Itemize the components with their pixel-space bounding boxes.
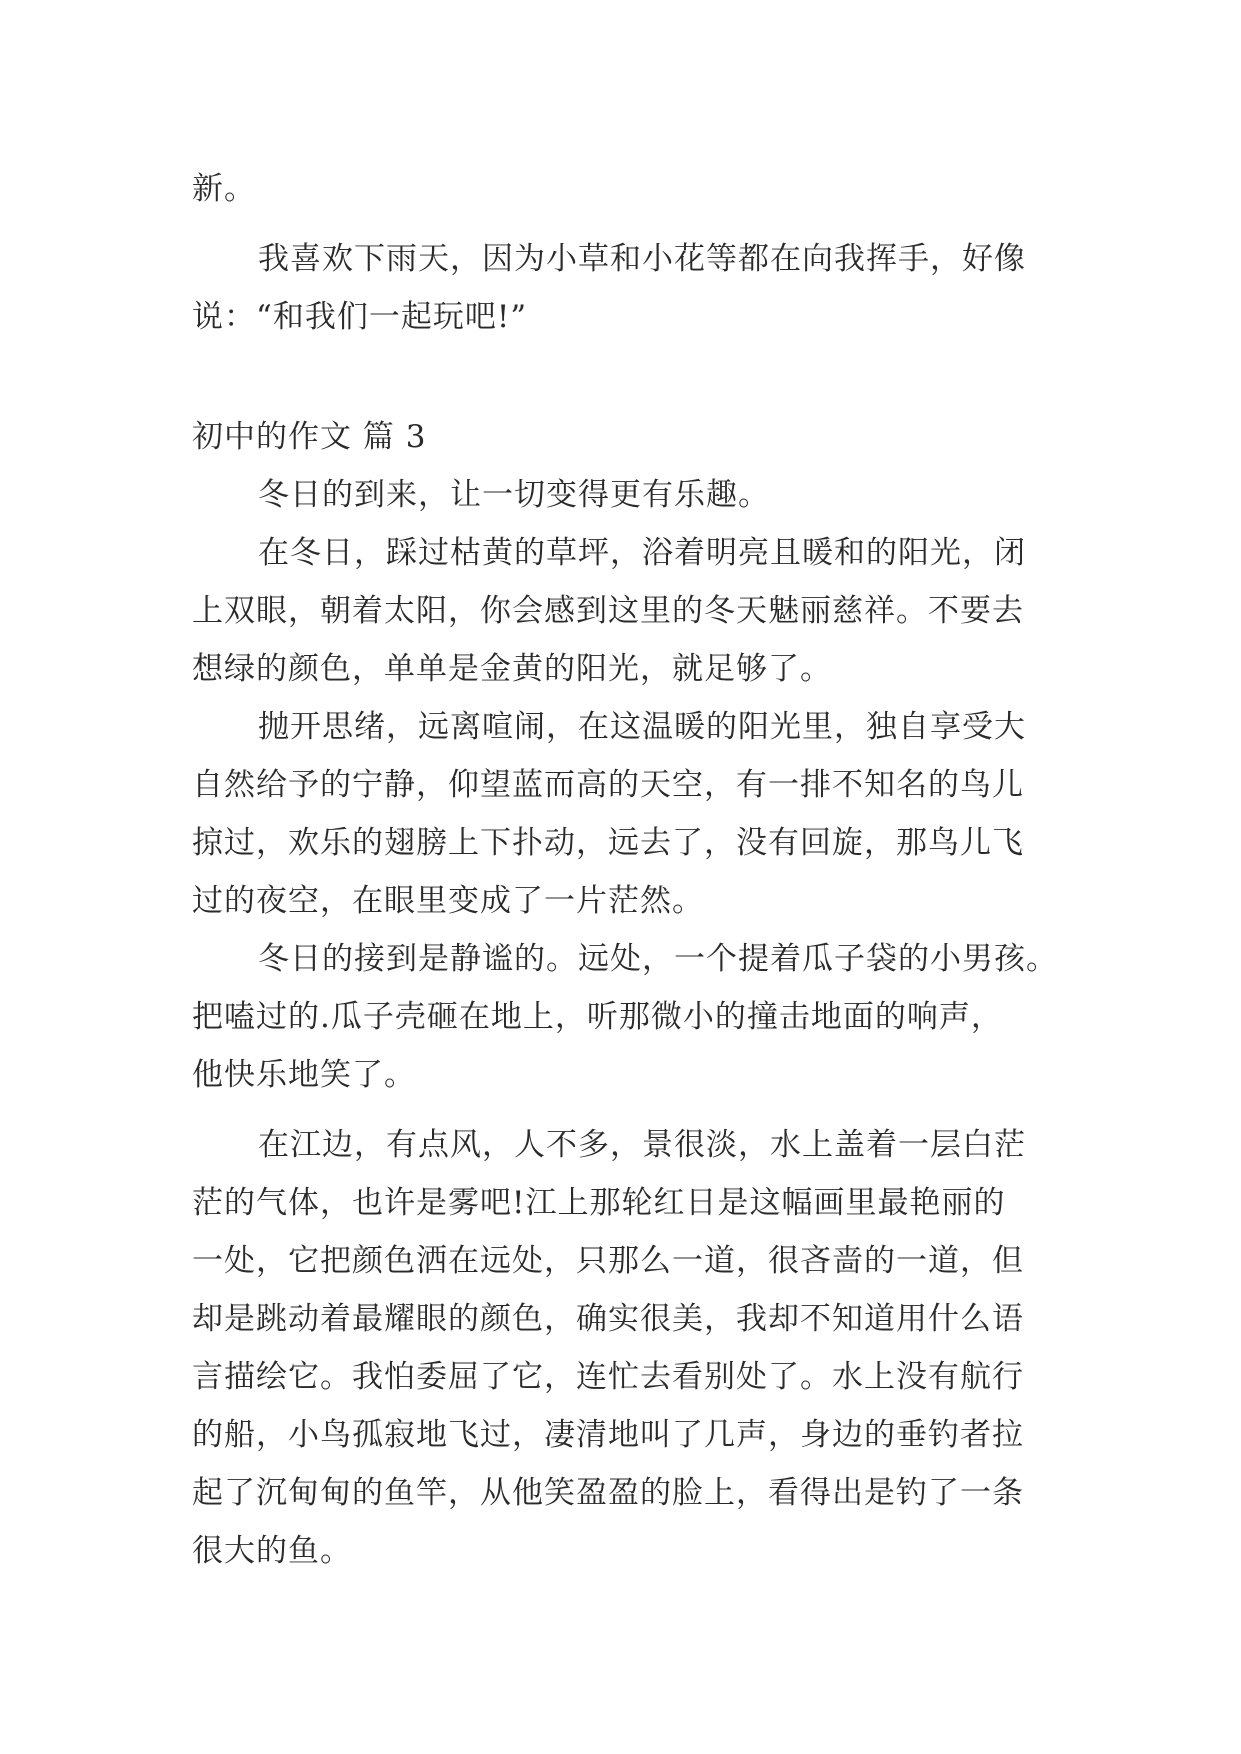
- paragraph-line: 自然给予的宁静，仰望蓝而高的天空，有一排不知名的鸟儿: [192, 767, 1024, 803]
- paragraph-line: 说：“和我们一起玩吧!”: [192, 299, 528, 335]
- paragraph-riverside: [192, 1116, 1062, 1580]
- paragraph-thoughts: [192, 698, 1062, 930]
- paragraph-line: 很大的鱼。: [192, 1533, 352, 1569]
- paragraph-line: 冬日的到来，让一切变得更有乐趣。: [258, 477, 770, 513]
- paragraph-line: 把嗑过的.瓜子壳砸在地上，听那微小的撞击地面的响声，: [192, 999, 1003, 1035]
- document-body: [192, 160, 1062, 1580]
- paragraph-line: 在冬日，踩过枯黄的草坪，浴着明亮且暖和的阳光，闭: [258, 535, 1026, 571]
- paragraph-line: 一处，它把颜色洒在远处，只那么一道，很吝啬的一道，但: [192, 1243, 1024, 1279]
- paragraph-line: 茫的气体，也许是雾吧!江上那轮红日是这幅画里最艳丽的: [192, 1185, 1006, 1221]
- essay-title: 初中的作文 篇 3: [192, 419, 427, 455]
- paragraph-line: 上双眼，朝着太阳，你会感到这里的冬天魅丽慈祥。不要去: [192, 593, 1024, 629]
- paragraph-line: 冬日的接到是静谧的。远处，一个提着瓜子袋的小男孩。: [258, 941, 1058, 977]
- paragraph-winter-arrival: [192, 466, 1062, 524]
- paragraph-line: 想绿的颜色，单单是金黄的阳光，就足够了。: [192, 651, 832, 687]
- paragraph-little-boy: [192, 930, 1062, 1104]
- paragraph-line: 起了沉甸甸的鱼竿，从他笑盈盈的脸上，看得出是钓了一条: [192, 1475, 1024, 1511]
- paragraph-continuation: 新。: [192, 171, 256, 207]
- paragraph-line: 过的夜空，在眼里变成了一片茫然。: [192, 883, 704, 919]
- paragraph-line: 言描绘它。我怕委屈了它，连忙去看别处了。水上没有航行: [192, 1359, 1024, 1395]
- paragraph-line: 在江边，有点风，人不多，景很淡，水上盖着一层白茫: [258, 1127, 1026, 1163]
- paragraph-line: 他快乐地笑了。: [192, 1057, 416, 1093]
- paragraph-line: 的船，小鸟孤寂地飞过，凄清地叫了几声，身边的垂钓者拉: [192, 1417, 1024, 1453]
- paragraph-line: 抛开思绪，远离喧闹，在这温暖的阳光里，独自享受大: [258, 709, 1026, 745]
- paragraph-rain: [192, 230, 1062, 346]
- paragraph-line: 掠过，欢乐的翅膀上下扑动，远去了，没有回旋，那鸟儿飞: [192, 825, 1024, 861]
- paragraph-winter-lawn: [192, 524, 1062, 698]
- paragraph-line: 我喜欢下雨天，因为小草和小花等都在向我挥手，好像: [258, 241, 1026, 277]
- paragraph-line: 却是跳动着最耀眼的颜色，确实很美，我却不知道用什么语: [192, 1301, 1024, 1337]
